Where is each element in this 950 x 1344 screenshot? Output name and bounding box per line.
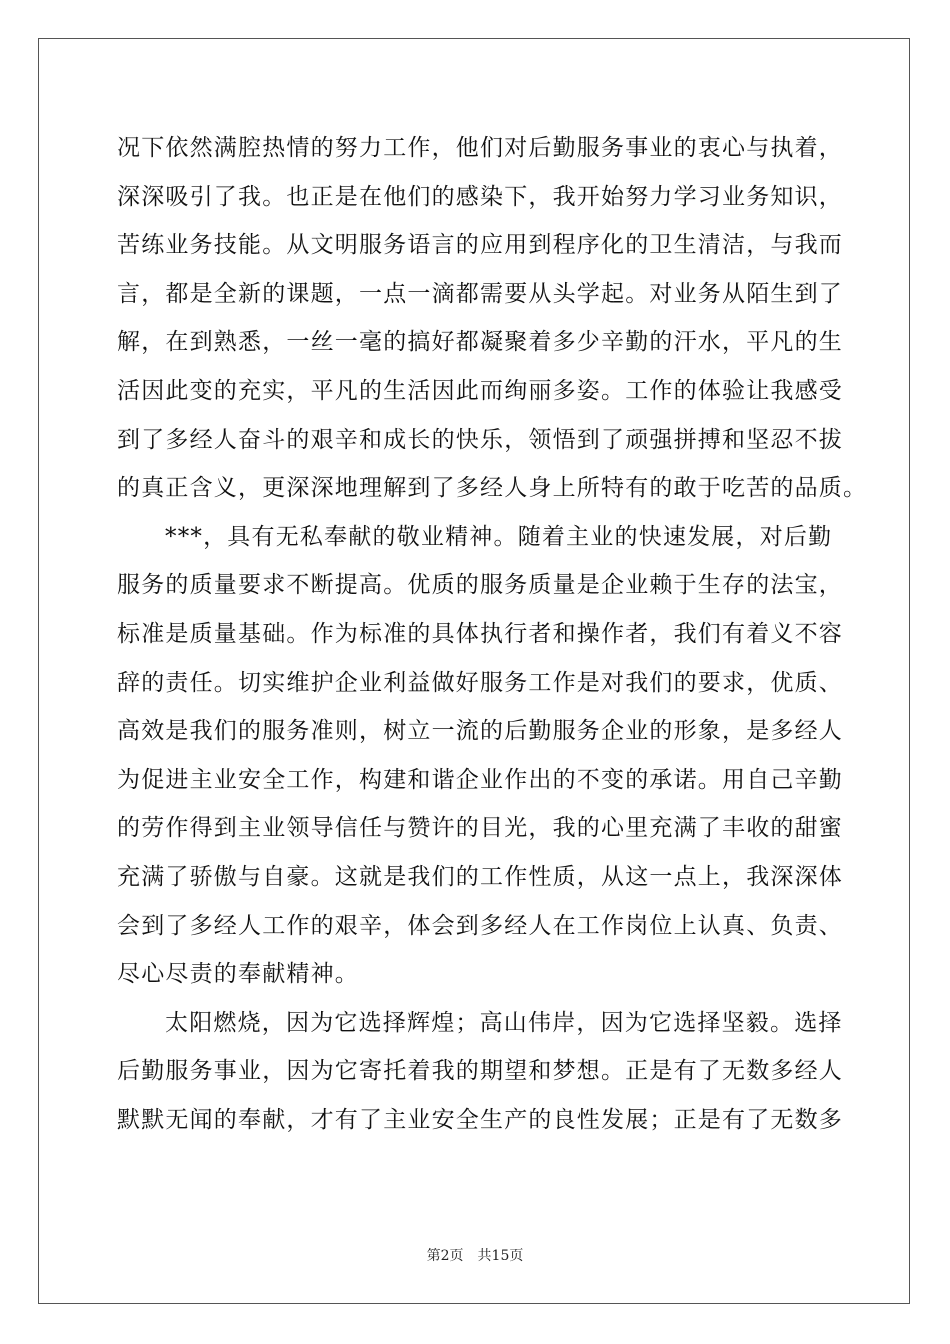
paragraph <box>117 999 843 1145</box>
text-line: 充满了骄傲与自豪。这就是我们的工作性质，从这一点上，我深深体 <box>117 863 843 890</box>
text-line: 高效是我们的服务准则，树立一流的后勤服务企业的形象，是多经人 <box>117 718 843 745</box>
paragraph <box>117 513 843 999</box>
text-line: 为促进主业安全工作，构建和谐企业作出的不变的承诺。用自己辛勤 <box>117 766 843 793</box>
text-line: 到了多经人奋斗的艰辛和成长的快乐，领悟到了顽强拼搏和坚忍不拔 <box>117 426 843 453</box>
text-line: 辞的责任。切实维护企业利益做好服务工作是对我们的要求，优质、 <box>117 669 843 696</box>
text-line: 解，在到熟悉，一丝一毫的搞好都凝聚着多少辛勤的汗水，平凡的生 <box>117 329 843 356</box>
page-footer <box>0 1246 950 1266</box>
paragraph <box>117 124 868 513</box>
text-line: 苦练业务技能。从文明服务语言的应用到程序化的卫生清洁，与我而 <box>117 232 843 259</box>
text-line: 的真正含义，更深深地理解到了多经人身上所特有的敢于吃苦的品质。 <box>117 475 868 502</box>
text-line: 的劳作得到主业领导信任与赞许的目光，我的心里充满了丰收的甜蜜 <box>117 815 843 842</box>
text-line: 标准是质量基础。作为标准的具体执行者和操作者，我们有着义不容 <box>117 620 843 647</box>
text-line: ***，具有无私奉献的敬业精神。随着主业的快速发展，对后勤 <box>165 523 833 550</box>
text-line: 活因此变的充实，平凡的生活因此而绚丽多姿。工作的体验让我感受 <box>117 377 843 404</box>
text-line: 后勤服务事业，因为它寄托着我的期望和梦想。正是有了无数多经人 <box>117 1058 843 1085</box>
text-line: 太阳燃烧，因为它选择辉煌；高山伟岸，因为它选择坚毅。选择 <box>165 1009 843 1036</box>
text-line: 深深吸引了我。也正是在他们的感染下，我开始努力学习业务知识， <box>117 183 843 210</box>
text-line: 默默无闻的奉献，才有了主业安全生产的良性发展；正是有了无数多 <box>117 1106 843 1133</box>
text-line: 言，都是全新的课题，一点一滴都需要从头学起。对业务从陌生到了 <box>117 280 843 307</box>
text-line: 会到了多经人工作的艰辛，体会到多经人在工作岗位上认真、负责、 <box>117 912 843 939</box>
document-body <box>117 124 868 1144</box>
text-line: 尽心尽责的奉献精神。 <box>117 961 359 988</box>
text-line: 服务的质量要求不断提高。优质的服务质量是企业赖于生存的法宝， <box>117 572 843 599</box>
text-line: 况下依然满腔热情的努力工作，他们对后勤服务事业的衷心与执着， <box>117 135 843 161</box>
page-number: 第2页 <box>426 1248 464 1264</box>
page-total: 共15页 <box>477 1248 524 1264</box>
